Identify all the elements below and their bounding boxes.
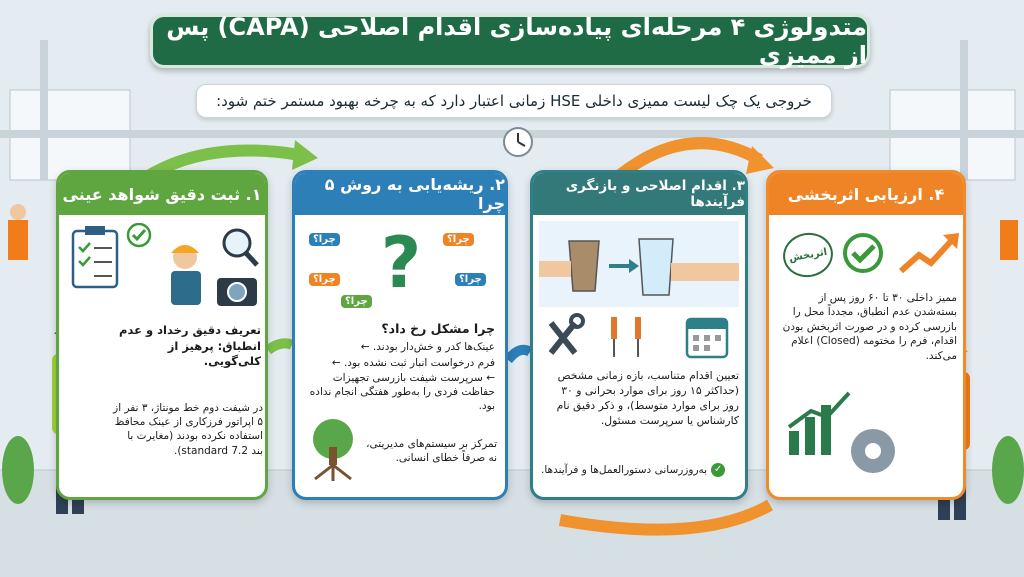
step4-header: ۴. ارزیابی اثربخشی [769,173,963,215]
step2-focus: تمرکز بر سیستم‌های مدیریتی، نه صرفاً خطای انسانی. [366,438,497,465]
magnifier-icon [224,230,257,265]
calendar-icon [687,319,727,357]
water-glass-icon [539,221,739,307]
why-tag: چرا؟ [455,273,486,286]
page-subtitle: خروجی یک چک لیست ممیزی داخلی HSE زمانی اعتبار دارد که به چرخه بهبود مستمر ختم شود: [196,84,832,118]
step3-check-text: به‌روزرسانی دستورالعمل‌ها و فرآیندها. [541,464,708,476]
wrench-icon [551,315,583,353]
inspector-figure [171,245,201,305]
step2-bullet: ← سرپرست شیفت بازرسی تجهیزات حفاظت فردی را به‌طور هفتگی انجام نداده بود. [309,372,495,412]
checklist-icon [73,226,117,287]
step4-body: ممیز داخلی ۳۰ تا ۶۰ روز پس از بسته‌شدن عدم انطباق، مجدداً محل را بازرسی کرده و در صورت اثربخش بودن اقدام، فرم را مختومه (Closed) اعلام می‌کند. [782,292,957,362]
why-tag: چرا؟ [309,273,340,286]
step2-bullet: عینک‌ها کدر و خش‌دار بودند. ← [360,341,495,353]
check-circle-icon: ✓ [711,463,725,477]
why-tag: چرا؟ [443,233,474,246]
trend-up-icon [901,233,959,271]
step1-definition: تعریف دقیق رخداد و عدم انطباق: پرهیز از کلی‌گویی. [119,323,261,369]
check-circle-icon [128,224,150,246]
step2-bullets [305,341,495,415]
root-tree-icon [303,417,363,483]
page-title: متدولوژی ۴ مرحله‌ای پیاده‌سازی اقدام اصلاحی (CAPA) پس از ممیزی [150,14,870,68]
check-circle-icon [845,235,881,271]
step2-header: ۲. ریشه‌یابی به روش ۵ چرا [295,173,505,215]
effective-stamp-icon: اثربخش [780,229,837,281]
step2-bullet: فرم درخواست انبار ثبت نشده بود. ← [331,356,495,369]
step3-tools [541,313,739,361]
step4-panel [766,170,966,500]
step2-panel [292,170,508,500]
why-tag: چرا؟ [309,233,340,246]
step2-question: چرا مشکل رخ داد؟ [381,321,495,336]
step4-icons [839,227,963,283]
gear-icon [851,429,895,473]
step1-example: در شیفت دوم خط مونتاژ، ۳ نفر از ۵ اپراتور فرزکاری از عینک محافظ استفاده نکرده بودند (مغایرت با بند 7.2 standard). [113,402,263,457]
step1-panel [56,170,268,500]
step3-check-note [541,463,741,477]
svg-text:?: ? [380,222,422,304]
question-mark-icon [381,222,422,304]
step3-header: ۳. اقدام اصلاحی و بازنگری فرآیندها [533,173,745,215]
step1-illustration [67,223,263,313]
step3-body: تعیین اقدام متناسب، بازه زمانی مشخص (حداکثر ۱۵ روز برای موارد بحرانی و ۳۰ روز برای موارد متوسط)، و ذکر دقیق نام کارشناس یا سرپرست مسئول. [556,369,739,427]
why-tag: چرا؟ [341,295,372,308]
camera-icon [217,278,257,306]
step1-header: ۱. ثبت دقیق شواهد عینی [59,173,265,215]
screwdriver-icon [611,317,641,357]
step3-panel [530,170,748,500]
step4-growth-illustration [783,387,913,487]
